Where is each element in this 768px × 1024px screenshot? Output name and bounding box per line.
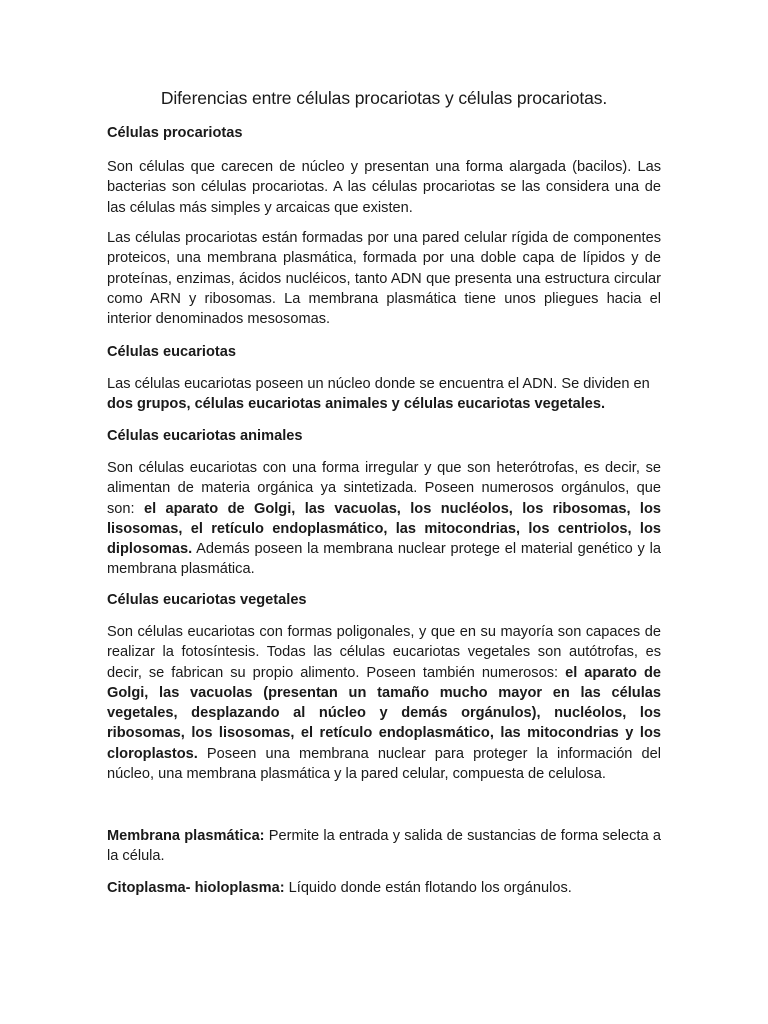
heading-celulas-procariotas: Células procariotas bbox=[107, 125, 243, 141]
heading-celulas-eucariotas: Células eucariotas bbox=[107, 344, 236, 360]
paragraph-animales-text-2: Además poseen la membrana nuclear protege el material genético y la membrana plasmática. bbox=[107, 541, 661, 578]
paragraph-vegetales-text-2: Poseen una membrana nuclear para proteger la información del núcleo, una membrana plasmática y la pared celular, compuesta de celulosa. bbox=[107, 745, 661, 783]
paragraph-procariotas-2: Las células procariotas están formadas por una pared celular rígida de componentes proteicos, una membrana plasmática, formada por una doble capa de lípidos y de proteínas, enzimas, ácidos nucléicos, tanto ADN que presenta una estructura circular como ARN y ribosomas. La membrana plasmática tiene unos pliegues hacia el interior denominados mesosomas. bbox=[107, 230, 661, 328]
paragraph-animales-text-1: Son células eucariotas con una forma irregular y que son heterótrofas, es decir, se alimentan de materia orgánica ya sintetizada. Poseen numerosos orgánulos, que son: bbox=[107, 460, 661, 517]
paragraph-eucariotas bbox=[107, 374, 661, 415]
paragraph-vegetales bbox=[107, 622, 661, 784]
term-citoplasma: Citoplasma- hioloplasma: bbox=[107, 880, 285, 896]
term-membrana-plasmatica: Membrana plasmática: bbox=[107, 828, 265, 844]
paragraph-vegetales-text-1: Son células eucariotas con formas poligonales, y que en su mayoría son capaces de realizar la fotosíntesis. Todas las células eucariotas vegetales son autótrofas, es decir, se fabrican su propio alimento. Poseen también numerosos: bbox=[107, 624, 661, 681]
definition-citoplasma bbox=[107, 878, 661, 898]
definition-membrana-text: Permite la entrada y salida de sustancias de forma selecta a la célula. bbox=[107, 828, 661, 865]
paragraph-vegetales-bold: el aparato de Golgi, las vacuolas (presentan un tamaño mucho mayor en las células vegetales, desplazando al núcleo y demás orgánulos), nucléolos, los ribosomas, los lisosomas, el retículo endoplasmático, las mitocondrias y los cloroplastos. bbox=[107, 664, 661, 762]
paragraph-eucariotas-text: Las células eucariotas poseen un núcleo donde se encuentra el ADN. Se dividen en bbox=[107, 376, 650, 392]
paragraph-animales bbox=[107, 458, 661, 580]
paragraph-procariotas-1: Son células que carecen de núcleo y presentan una forma alargada (bacilos). Las bacterias son células procariotas. A las células procariotas se las considera una de las células más simples y arcaicas que existen. bbox=[107, 159, 661, 216]
heading-eucariotas-animales: Células eucariotas animales bbox=[107, 428, 303, 444]
paragraph-eucariotas-bold: dos grupos, células eucariotas animales y células eucariotas vegetales. bbox=[107, 396, 606, 413]
definition-citoplasma-text: Líquido donde están flotando los orgánulos. bbox=[284, 880, 572, 896]
heading-eucariotas-vegetales: Células eucariotas vegetales bbox=[107, 592, 307, 608]
definition-membrana-plasmatica bbox=[107, 826, 661, 867]
page-title: Diferencias entre células procariotas y células procariotas. bbox=[160, 88, 608, 108]
paragraph-animales-bold: el aparato de Golgi, las vacuolas, los nucléolos, los ribosomas, los lisosomas, el retículo endoplasmático, las mitocondrias, los centriolos, los diplosomas. bbox=[107, 500, 661, 558]
